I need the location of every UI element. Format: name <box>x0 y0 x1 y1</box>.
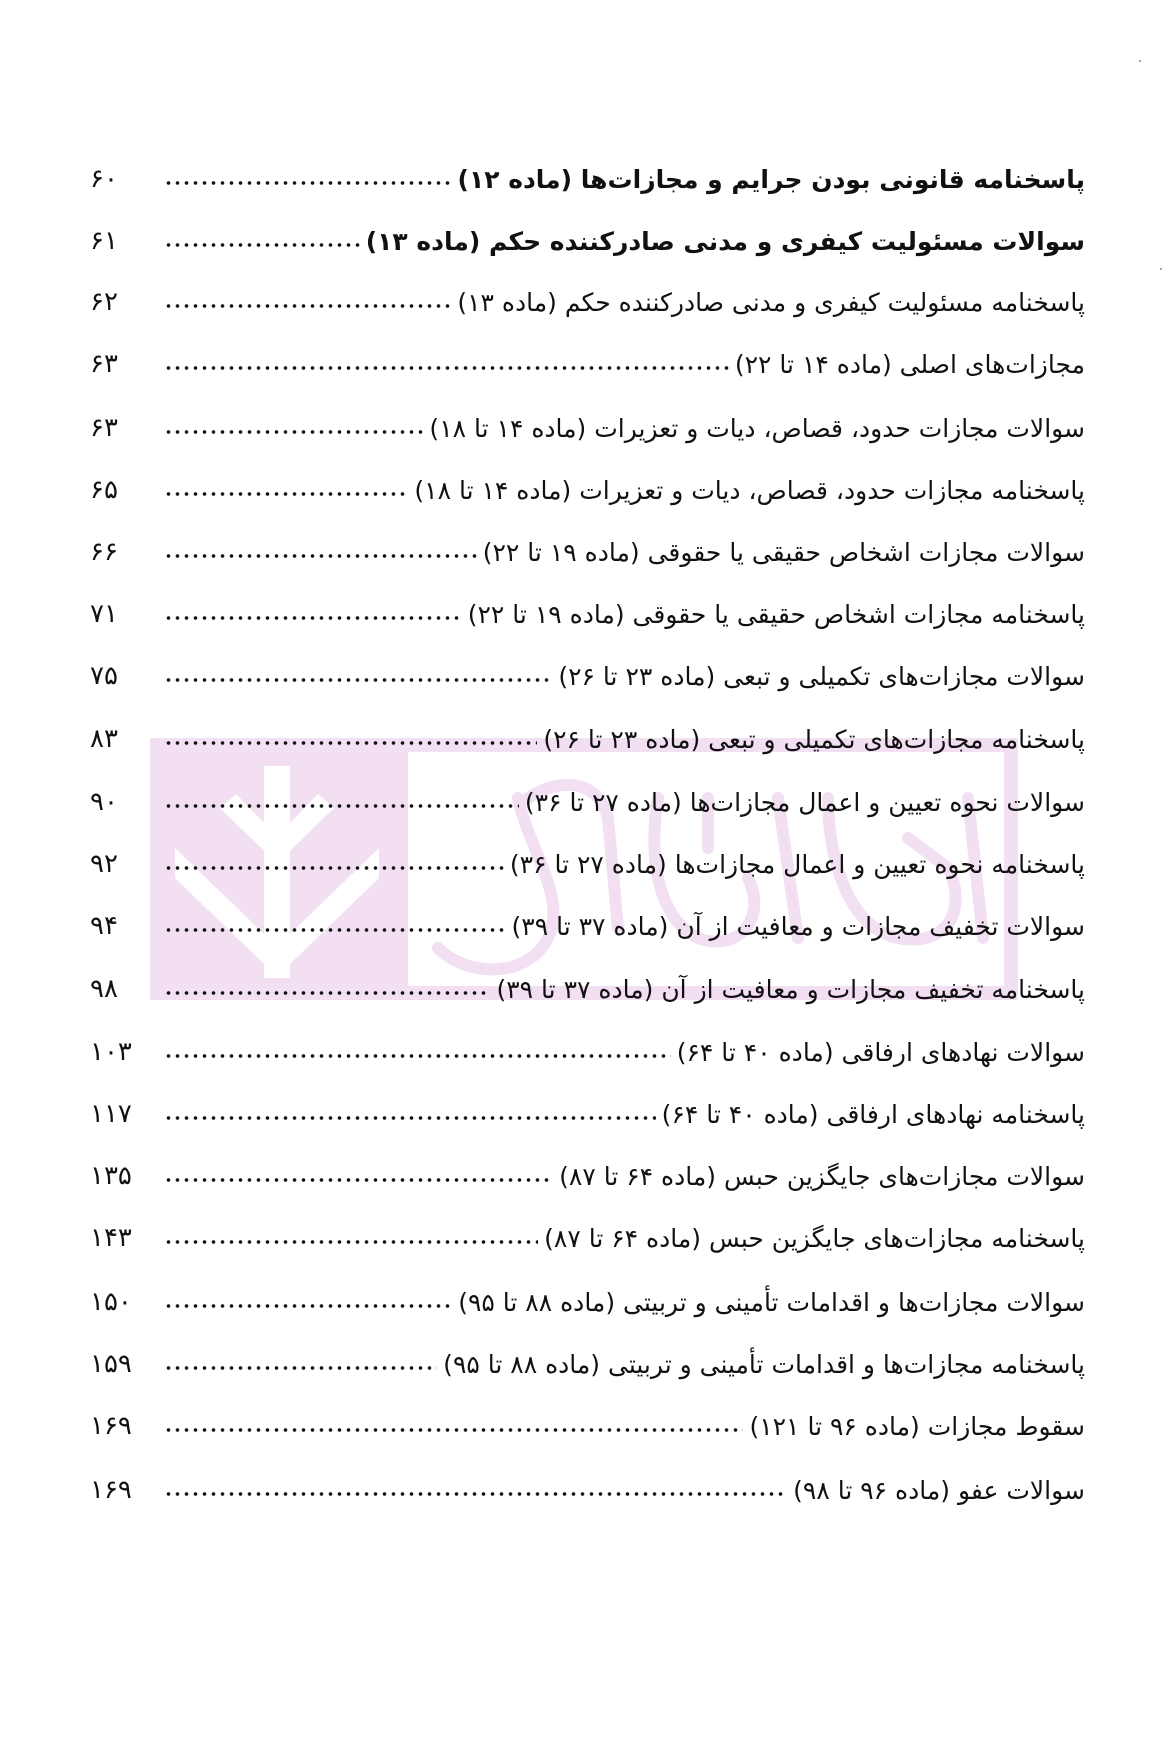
toc-page-number: ۹۸ <box>90 974 118 1004</box>
toc-page-number: ۱۶۹ <box>90 1475 132 1505</box>
toc-page-number: ۱۴۳ <box>90 1223 132 1253</box>
toc-entry <box>90 1395 1085 1439</box>
toc-page-number: ۱۵۹ <box>90 1349 132 1379</box>
dot-leader <box>164 180 452 186</box>
dot-leader <box>164 491 408 497</box>
toc-page-number: ۹۴ <box>90 911 118 941</box>
toc-page-number: ۱۰۳ <box>90 1037 132 1067</box>
toc-page-number: ۹۰ <box>90 787 118 817</box>
toc-title: سوالات تخفیف مجازات و معافیت از آن (ماده ۳۷ تا ۳۹) <box>511 912 1085 941</box>
toc-title: پاسخنامه مجازات‌های تکمیلی و تبعی (ماده ۲۳ تا ۲۶) <box>543 725 1085 754</box>
toc-title: پاسخنامه مجازات‌ها و اقدامات تأمینی و تربیتی (ماده ۸۸ تا ۹۵) <box>443 1350 1085 1379</box>
toc-title: پاسخنامه نهادهای ارفاقی (ماده ۴۰ تا ۶۴) <box>661 1100 1085 1129</box>
toc-entry <box>90 958 1085 1002</box>
dot-leader <box>164 303 451 309</box>
toc-entry <box>90 1145 1085 1189</box>
toc-title: سوالات نهادهای ارفاقی (ماده ۴۰ تا ۶۴) <box>676 1038 1085 1067</box>
dot-leader <box>164 1365 437 1371</box>
dot-leader <box>164 740 537 746</box>
toc-title: سوالات مسئولیت کیفری و مدنی صادرکننده حکم (ماده ۱۳) <box>365 227 1085 256</box>
toc-entry <box>90 1333 1085 1377</box>
toc-entry <box>90 521 1085 565</box>
toc-page-number: ۶۵ <box>90 475 118 505</box>
toc-title: پاسخنامه مجازات حدود، قصاص، دیات و تعزیرات (ماده ۱۴ تا ۱۸) <box>414 476 1085 505</box>
scan-speck <box>1160 268 1162 270</box>
toc-entry <box>90 645 1085 689</box>
dot-leader <box>164 1491 787 1497</box>
dot-leader <box>164 990 490 996</box>
toc-entry <box>90 210 1085 254</box>
toc-entry <box>90 895 1085 939</box>
toc-entry <box>90 1459 1085 1503</box>
dot-leader <box>164 927 506 933</box>
toc-title: پاسخنامه مجازات اشخاص حقیقی یا حقوقی (ماده ۱۹ تا ۲۲) <box>467 600 1085 629</box>
dot-leader <box>164 1177 553 1183</box>
dot-leader <box>164 1427 743 1433</box>
toc-entry <box>90 833 1085 877</box>
toc-page-number: ۱۱۷ <box>90 1099 132 1129</box>
toc-entry <box>90 1021 1085 1065</box>
dot-leader <box>164 1115 656 1121</box>
dot-leader <box>164 1303 452 1309</box>
toc-entry <box>90 1271 1085 1315</box>
toc-entry <box>90 1083 1085 1127</box>
toc-page-number: ۸۳ <box>90 724 118 754</box>
toc-title: پاسخنامه نحوه تعیین و اعمال مجازات‌ها (ماده ۲۷ تا ۳۶) <box>509 850 1085 879</box>
toc-title: پاسخنامه مجازات‌های جایگزین حبس (ماده ۶۴ تا ۸۷) <box>544 1224 1085 1253</box>
dot-leader <box>164 242 360 248</box>
toc-title: سقوط مجازات (ماده ۹۶ تا ۱۲۱) <box>749 1412 1085 1441</box>
toc-title: سوالات عفو (ماده ۹۶ تا ۹۸) <box>793 1476 1085 1505</box>
dot-leader <box>164 1053 671 1059</box>
toc-title: سوالات مجازات‌های تکمیلی و تبعی (ماده ۲۳ تا ۲۶) <box>558 662 1085 691</box>
dot-leader <box>164 553 477 559</box>
toc-page-number: ۷۱ <box>90 599 118 629</box>
toc-title: سوالات مجازات‌های جایگزین حبس (ماده ۶۴ تا ۸۷) <box>559 1162 1085 1191</box>
toc-page-number: ۱۳۵ <box>90 1161 132 1191</box>
toc-page-number: ۶۶ <box>90 537 118 567</box>
toc-entry <box>90 708 1085 752</box>
dot-leader <box>164 429 423 435</box>
dot-leader <box>164 865 504 871</box>
toc-title: پاسخنامه تخفیف مجازات و معافیت از آن (ماده ۳۷ تا ۳۹) <box>496 975 1085 1004</box>
toc-entry <box>90 148 1085 192</box>
toc-page-number: ۱۶۹ <box>90 1411 132 1441</box>
scan-speck <box>1139 60 1141 62</box>
toc-page-number: ۶۰ <box>90 164 118 194</box>
toc-entry <box>90 459 1085 503</box>
toc-page-number: ۶۱ <box>90 226 118 256</box>
toc-entry <box>90 583 1085 627</box>
toc-page-number: ۶۳ <box>90 413 118 443</box>
toc-page-number: ۷۵ <box>90 661 118 691</box>
dot-leader <box>164 803 519 809</box>
toc-entry <box>90 771 1085 815</box>
toc-page-number: ۹۲ <box>90 849 118 879</box>
toc-entry <box>90 271 1085 315</box>
toc-title: پاسخنامه قانونی بودن جرایم و مجازات‌ها (ماده ۱۲) <box>457 165 1085 194</box>
toc-title: سوالات مجازات اشخاص حقیقی یا حقوقی (ماده ۱۹ تا ۲۲) <box>482 538 1085 567</box>
toc-page-number: ۶۳ <box>90 349 118 379</box>
toc-entry <box>90 397 1085 441</box>
dot-leader <box>164 1239 538 1245</box>
toc-title: سوالات نحوه تعیین و اعمال مجازات‌ها (ماده ۲۷ تا ۳۶) <box>524 788 1085 817</box>
toc-title: پاسخنامه مسئولیت کیفری و مدنی صادرکننده حکم (ماده ۱۳) <box>457 288 1085 317</box>
dot-leader <box>164 615 462 621</box>
toc-page-number: ۶۲ <box>90 287 118 317</box>
toc-title: سوالات مجازات‌ها و اقدامات تأمینی و تربیتی (ماده ۸۸ تا ۹۵) <box>458 1288 1085 1317</box>
toc-entry <box>90 1207 1085 1251</box>
toc-title: مجازات‌های اصلی (ماده ۱۴ تا ۲۲) <box>734 350 1085 379</box>
dot-leader <box>164 677 552 683</box>
toc-entry <box>90 333 1085 377</box>
dot-leader <box>164 365 729 371</box>
toc-page-number: ۱۵۰ <box>90 1287 132 1317</box>
toc-title: سوالات مجازات حدود، قصاص، دیات و تعزیرات (ماده ۱۴ تا ۱۸) <box>429 414 1085 443</box>
